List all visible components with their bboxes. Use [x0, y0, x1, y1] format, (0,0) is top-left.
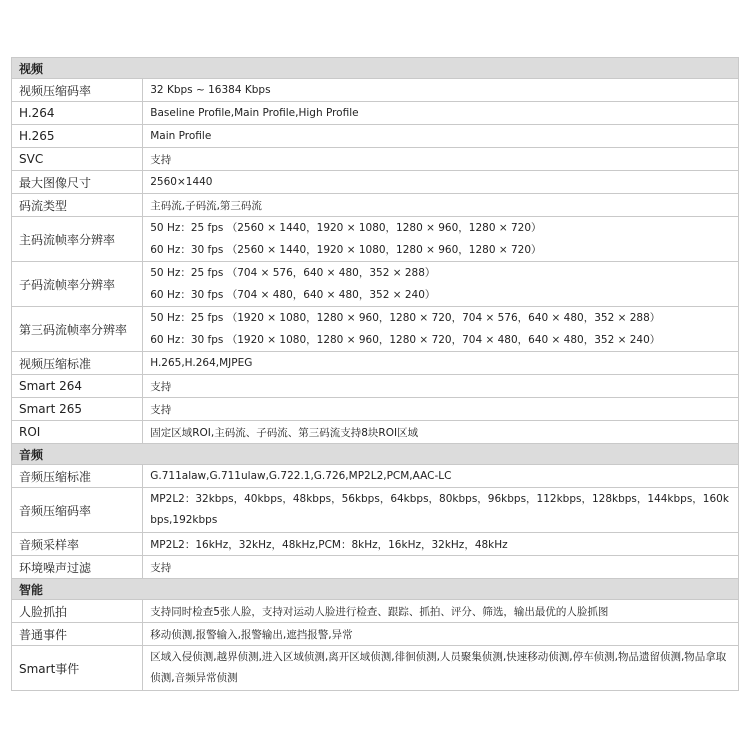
- spec-row-video-bitrate: [12, 79, 739, 102]
- spec-value: [143, 262, 739, 307]
- spec-value: 支持: [143, 556, 739, 579]
- spec-row-main-stream: [12, 217, 739, 262]
- spec-label: 第三码流帧率分辨率: [12, 307, 143, 352]
- spec-value-text: 区域入侵侦测,越界侦测,进入区域侦测,离开区域侦测,徘徊侦测,人员聚集侦测,快速移动侦测,停车侦测,物品遗留侦测,物品拿取侦测,音频异常侦测: [150, 651, 727, 684]
- spec-label: 视频压缩标准: [12, 352, 143, 375]
- spec-value: [143, 646, 739, 691]
- spec-value-text: MP2L2：32kbps，40kbps，48kbps，56kbps，64kbps，80kbps，96kbps，112kbps，128kbps，144kbps，160kbps,192kbps: [150, 493, 729, 526]
- spec-row-face: [12, 600, 739, 623]
- spec-label: 最大图像尺寸: [12, 171, 143, 194]
- spec-row-sample-rate: [12, 533, 739, 556]
- spec-label: 音频采样率: [12, 533, 143, 556]
- spec-label: 码流类型: [12, 194, 143, 217]
- spec-value: H.265,H.264,MJPEG: [143, 352, 739, 375]
- section-smart: [12, 579, 739, 600]
- spec-value: 支持同时检查5张人脸，支持对运动人脸进行检查、跟踪、抓拍、评分、筛选，输出最优的人脸抓图: [143, 600, 739, 623]
- spec-label: ROI: [12, 421, 143, 444]
- spec-value: [143, 488, 739, 533]
- spec-value: G.711alaw,G.711ulaw,G.722.1,G.726,MP2L2,PCM,AAC-LC: [143, 465, 739, 488]
- spec-value: 支持: [143, 375, 739, 398]
- spec-label: 主码流帧率分辨率: [12, 217, 143, 262]
- spec-label: H.265: [12, 125, 143, 148]
- spec-row-roi: [12, 421, 739, 444]
- spec-row-smart265: [12, 398, 739, 421]
- spec-value: 支持: [143, 148, 739, 171]
- spec-value: 主码流,子码流,第三码流: [143, 194, 739, 217]
- spec-value: [143, 217, 739, 262]
- spec-value-line: 50 Hz：25 fps （1920 × 1080，1280 × 960，1280 × 720，704 × 576，640 × 480，352 × 288）: [150, 312, 661, 324]
- spec-value-line: 60 Hz：30 fps （2560 × 1440，1920 × 1080，1280 × 960，1280 × 720）: [150, 244, 542, 256]
- section-video: [12, 58, 739, 79]
- section-title: 智能: [12, 579, 739, 600]
- spec-value: Main Profile: [143, 125, 739, 148]
- section-audio: [12, 444, 739, 465]
- spec-row-h265: [12, 125, 739, 148]
- spec-label: Smart事件: [12, 646, 143, 691]
- spec-label: Smart 265: [12, 398, 143, 421]
- spec-row-audio-bitrate: [12, 488, 739, 533]
- spec-table: [11, 57, 739, 691]
- spec-row-max-image: [12, 171, 739, 194]
- spec-label: SVC: [12, 148, 143, 171]
- spec-label: 音频压缩标准: [12, 465, 143, 488]
- section-title: 音频: [12, 444, 739, 465]
- spec-value-line: 50 Hz：25 fps （704 × 576，640 × 480，352 × 288）: [150, 267, 436, 279]
- spec-value: 支持: [143, 398, 739, 421]
- spec-row-noise-filter: [12, 556, 739, 579]
- spec-row-smart-events: [12, 646, 739, 691]
- spec-value: Baseline Profile,Main Profile,High Profile: [143, 102, 739, 125]
- spec-row-h264: [12, 102, 739, 125]
- section-title: 视频: [12, 58, 739, 79]
- spec-value: 2560×1440: [143, 171, 739, 194]
- spec-label: 普通事件: [12, 623, 143, 646]
- spec-value: [143, 307, 739, 352]
- spec-row-events: [12, 623, 739, 646]
- spec-row-audio-codec: [12, 465, 739, 488]
- spec-label: 人脸抓拍: [12, 600, 143, 623]
- spec-row-stream-type: [12, 194, 739, 217]
- spec-value: 固定区域ROI,主码流、子码流、第三码流支持8块ROI区域: [143, 421, 739, 444]
- spec-value-line: 60 Hz：30 fps （1920 × 1080，1280 × 960，1280 × 720，704 × 480，640 × 480，352 × 240）: [150, 334, 661, 346]
- spec-row-sub-stream: [12, 262, 739, 307]
- spec-row-svc: [12, 148, 739, 171]
- spec-label: 子码流帧率分辨率: [12, 262, 143, 307]
- spec-label: Smart 264: [12, 375, 143, 398]
- spec-row-smart264: [12, 375, 739, 398]
- spec-label: 环境噪声过滤: [12, 556, 143, 579]
- spec-value-line: 50 Hz：25 fps （2560 × 1440，1920 × 1080，1280 × 960，1280 × 720）: [150, 222, 542, 234]
- spec-row-third-stream: [12, 307, 739, 352]
- spec-label: 音频压缩码率: [12, 488, 143, 533]
- spec-row-video-codec: [12, 352, 739, 375]
- spec-value: 32 Kbps ~ 16384 Kbps: [143, 79, 739, 102]
- spec-label: 视频压缩码率: [12, 79, 143, 102]
- spec-value: 移动侦测,报警输入,报警输出,遮挡报警,异常: [143, 623, 739, 646]
- spec-value: MP2L2：16kHz，32kHz，48kHz,PCM：8kHz，16kHz，32kHz，48kHz: [143, 533, 739, 556]
- spec-value-line: 60 Hz：30 fps （704 × 480，640 × 480，352 × 240）: [150, 289, 436, 301]
- spec-label: H.264: [12, 102, 143, 125]
